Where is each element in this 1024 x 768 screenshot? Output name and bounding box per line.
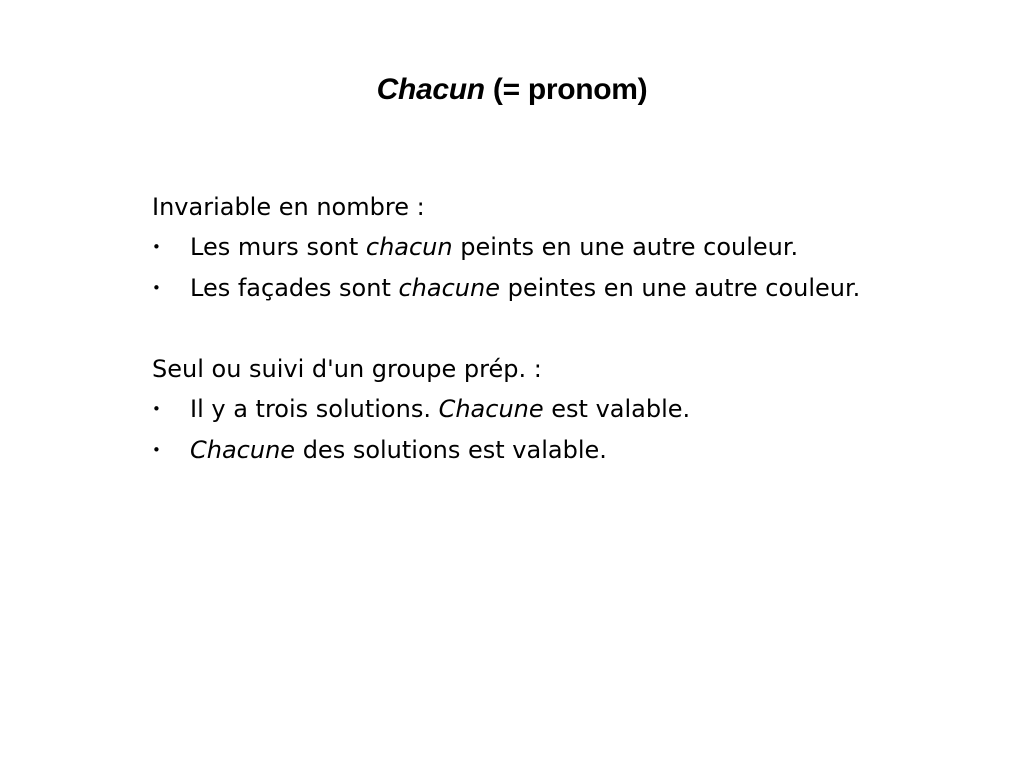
bullet-text-before: Les façades sont [190, 274, 399, 302]
bullet-item [152, 433, 912, 467]
bullet-text-italic: Chacune [190, 436, 296, 464]
bullet-icon: • [152, 441, 161, 459]
bullet-text-italic: chacun [365, 233, 453, 261]
bullet-text-italic: chacune [398, 274, 500, 302]
bullet-item [152, 271, 912, 305]
bullet-text-before: Les murs sont [190, 233, 366, 261]
bullet-item [152, 392, 912, 426]
slide-title [0, 68, 1024, 112]
section-seul [152, 352, 952, 467]
title-italic-word: Chacun [376, 73, 485, 106]
bullet-text-after: des solutions est valable. [295, 436, 607, 464]
bullet-icon: • [152, 279, 161, 297]
section-heading: Seul ou suivi d'un groupe prép. : [152, 355, 542, 383]
bullet-text-before: Il y a trois solutions. [190, 395, 439, 423]
bullet-list [152, 230, 952, 305]
bullet-text-italic: Chacune [438, 395, 544, 423]
bullet-icon: • [152, 238, 161, 256]
bullet-icon: • [152, 400, 161, 418]
slide-body [152, 190, 952, 474]
bullet-list [152, 392, 952, 467]
title-rest: (= pronom) [484, 73, 648, 106]
section-heading: Invariable en nombre : [152, 193, 425, 221]
section-spacer [152, 312, 952, 352]
section-invariable [152, 190, 952, 305]
bullet-text-after: peintes en une autre couleur. [499, 274, 861, 302]
bullet-item [152, 230, 912, 264]
bullet-text-after: peints en une autre couleur. [452, 233, 799, 261]
bullet-text-after: est valable. [543, 395, 691, 423]
